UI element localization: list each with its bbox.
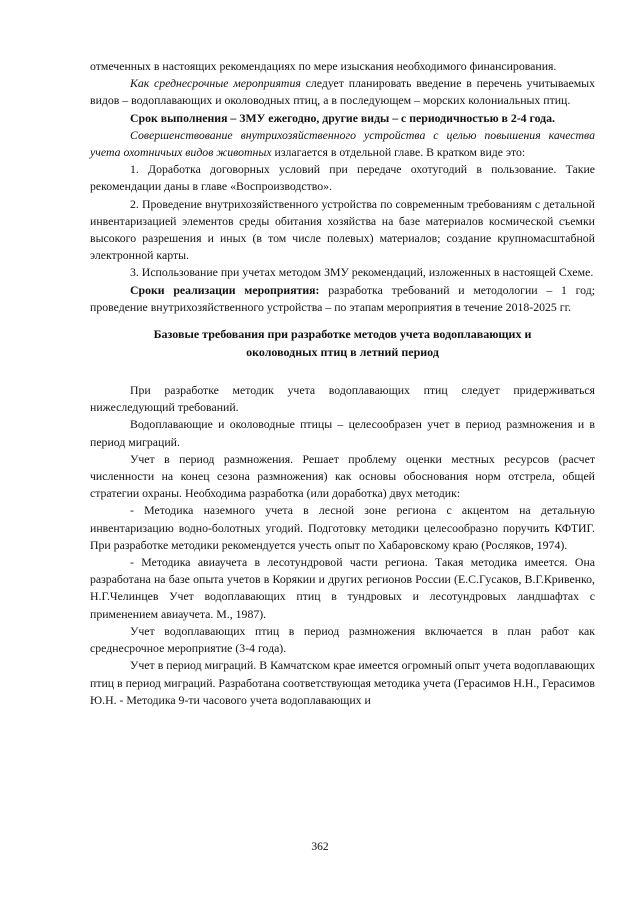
section-heading: [90, 325, 595, 361]
paragraph: отмеченных в настоящих рекомендациях по мере изыскания необходимого финансирования.: [90, 59, 557, 73]
paragraph: [90, 75, 595, 109]
paragraph: [90, 282, 595, 316]
list-paragraph: 2. Проведение внутрихозяйственного устройства по современным требованиям с детальной инвентаризацией элементов среды обитания хозяйства на базе материалов космической съемки высокого разрешения и иных (в том числе полевых) материалов; создание крупномасштабной электронной карты.: [90, 196, 595, 263]
deadline-paragraph: Срок выполнения – ЗМУ ежегодно, другие виды – с периодичностью в 2-4 года.: [130, 110, 555, 125]
paragraph: - Методика наземного учета в лесной зоне региона с акцентом на детальную инвентаризацию водно-болотных угодий. Подготовку методики целесообразно поручить КФТИГ. При разработке методики рекомендуется учесть опыт по Хабаровскому краю (Росляков, 1974).: [90, 503, 595, 552]
italic-phrase: Совершенствование внутрихозяйственного устройства с целью повышения качества учета охотничьих видов животных: [90, 127, 595, 160]
bold-phrase: Сроки реализации мероприятия:: [130, 282, 320, 297]
list-paragraph: 3. Использование при учетах методом ЗМУ рекомендаций, изложенных в настоящей Схеме.: [130, 265, 594, 280]
paragraph-text: излагается в отдельной главе. В кратком виде это:: [271, 145, 526, 160]
page-number: 362: [311, 841, 329, 853]
section-heading-line: Базовые требования при разработке методов учета водоплавающих и: [153, 327, 532, 342]
paragraph: Водоплавающие и околоводные птицы – целесообразен учет в период размножения и в период миграций.: [90, 417, 595, 449]
body-text: [90, 58, 595, 709]
section-heading-line: околоводных птиц в летний период: [246, 345, 439, 360]
paragraph: Учет в период размножения. Решает проблему оценки местных ресурсов (расчет численности на конец сезона размножения) как основы обоснования норм отстрела, общей стратегии охраны. Необходима разработка (или доработка) двух методик:: [90, 451, 595, 501]
paragraph: Учет водоплавающих птиц в период размножения включается в план работ как среднесрочное мероприятие (3-4 года).: [90, 623, 595, 656]
paragraph: Учет в период миграций. В Камчатском крае имеется огромный опыт учета водоплавающих птиц в период миграций. Разработана соответствующая методика учета (Герасимов Н.Н., Герасимов Ю.Н. - Методика 9-ти часового учета водоплавающих и: [90, 658, 595, 707]
paragraph: - Методика авиаучета в лесотундровой части региона. Такая методика имеется. Она разработана на базе опыта учетов в Корякии и других регионов России (Е.С.Гусаков, В.Г.Кривенко, Н.Г.Челинцев Учет водоплавающих птиц в тундровых и лесотундровых ландшафтах с применением авиаучета. М., 1987).: [90, 555, 595, 621]
list-paragraph: 1. Доработка договорных условий при передаче охотугодий в пользование. Такие рекомендации даны в главе «Воспроизводство».: [90, 162, 595, 194]
paragraph-text: следует планировать введение в перечень учитываемых видов – водоплавающих и околоводных птиц, а в последующем – морских колониальных птиц.: [90, 76, 595, 108]
paragraph: При разработке методик учета водоплавающих птиц следует придерживаться нижеследующий требований.: [90, 383, 595, 415]
paragraph: [90, 127, 595, 161]
paragraph-text: разработка требований и методологии – 1 год; проведение внутрихозяйственного устройства – по этапам мероприятия в течение 2018-2025 гг.: [90, 282, 595, 314]
italic-phrase: Как среднесрочные мероприятия: [130, 76, 301, 91]
